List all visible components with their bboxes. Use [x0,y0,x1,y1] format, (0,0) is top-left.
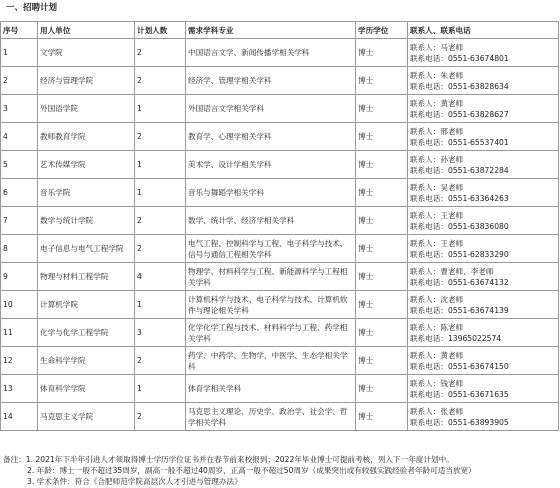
cell-no: 12 [1,347,38,375]
cell-major: 教育学、心理学相关学科 [186,123,356,151]
cell-no: 5 [1,151,38,179]
cell-count: 2 [135,67,186,95]
table-row [1,39,559,67]
cell-major: 体育学相关学科 [186,375,356,403]
cell-count: 3 [135,319,186,347]
section-title: 一、招聘计划 [6,3,58,13]
contact-person: 联系人：王老师 [410,210,464,220]
cell-degree: 博士 [356,179,408,207]
cell-no: 8 [1,235,38,263]
cell-contact [408,403,559,431]
contact-phone: 联系电话：0551-63674150 [410,361,509,371]
table-row [1,403,559,431]
cell-no: 3 [1,95,38,123]
table-row [1,291,559,319]
cell-contact [408,179,559,207]
header-count: 计划人数 [135,22,186,39]
cell-unit: 经济与管理学院 [38,67,135,95]
contact-person: 联系人：孙老师 [410,154,464,164]
table-header-row [1,22,559,39]
contact-phone: 联系电话：0551-63828634 [410,81,509,91]
cell-count: 1 [135,179,186,207]
cell-count: 2 [135,123,186,151]
cell-count: 1 [135,291,186,319]
cell-no: 14 [1,403,38,431]
cell-count: 2 [135,39,186,67]
cell-degree: 博士 [356,403,408,431]
cell-degree: 博士 [356,291,408,319]
cell-major: 音乐与舞蹈学相关学科 [186,179,356,207]
cell-major: 外国语言文学相关学科 [186,95,356,123]
contact-person: 联系人：黄老师 [410,350,464,360]
cell-contact [408,123,559,151]
cell-unit: 外国语学院 [38,95,135,123]
cell-unit: 计算机学院 [38,291,135,319]
contact-phone: 联系电话：0551-63836080 [410,221,509,231]
contact-person: 联系人：曹老师、李老师 [410,266,494,276]
cell-no: 7 [1,207,38,235]
cell-contact [408,235,559,263]
cell-unit: 生命科学学院 [38,347,135,375]
cell-major: 物理学、材料科学与工程、新能源科学与工程相关学科 [186,263,356,291]
cell-unit: 艺术传媒学院 [38,151,135,179]
contact-person: 联系人：王老师 [410,238,464,248]
cell-count: 2 [135,347,186,375]
cell-major: 中国语言文学、新闻传播学相关学科 [186,39,356,67]
cell-degree: 博士 [356,151,408,179]
cell-no: 6 [1,179,38,207]
cell-no: 1 [1,39,38,67]
cell-major: 马克思主义理论、历史学、政治学、社会学、哲学相关学科 [186,403,356,431]
table-row [1,347,559,375]
cell-no: 10 [1,291,38,319]
note-2: 2. 年龄：博士一般不超过35周岁，副高一般不超过40周岁，正高一般不超过50周岁（成果突出或有较强实践经验者年龄可适当放宽） [27,466,476,475]
cell-no: 4 [1,123,38,151]
cell-unit: 音乐学院 [38,179,135,207]
cell-degree: 博士 [356,263,408,291]
contact-phone: 联系电话：0551-63364263 [410,193,509,203]
cell-count: 1 [135,95,186,123]
table-row [1,263,559,291]
cell-unit: 马克思主义学院 [38,403,135,431]
cell-degree: 博士 [356,39,408,67]
cell-major: 经济学、管理学相关学科 [186,67,356,95]
cell-count: 2 [135,403,186,431]
cell-contact [408,39,559,67]
table-row [1,179,559,207]
table-row [1,67,559,95]
contact-person: 联系人：邢老师 [410,126,464,136]
cell-major: 计算机科学与技术、电子科学与技术、计算机软件与理论相关学科 [186,291,356,319]
table-row [1,123,559,151]
table-row [1,319,559,347]
cell-degree: 博士 [356,235,408,263]
cell-degree: 博士 [356,123,408,151]
cell-count: 1 [135,375,186,403]
cell-count: 2 [135,235,186,263]
cell-unit: 文学院 [38,39,135,67]
note-3: 3. 学术条件：符合《合肥师范学院高层次人才引进与管理办法》 [27,477,242,486]
contact-person: 联系人：吴老师 [410,182,464,192]
cell-degree: 博士 [356,347,408,375]
contact-person: 联系人：黄老师 [410,98,464,108]
table-row [1,235,559,263]
cell-degree: 博士 [356,67,408,95]
cell-contact [408,375,559,403]
recruitment-table [0,21,559,431]
cell-unit: 化学与化学工程学院 [38,319,135,347]
header-unit: 用人单位 [38,22,135,39]
contact-phone: 联系电话：0551-63872284 [410,165,509,175]
cell-count: 4 [135,263,186,291]
cell-major: 化学化学工程与技术、材料科学与工程、药学相关学科 [186,319,356,347]
table-row [1,95,559,123]
cell-contact [408,319,559,347]
header-contact: 联系人、联系电话 [408,22,559,39]
contact-person: 联系人：沈老师 [410,294,464,304]
header-major: 需求学科专业 [186,22,356,39]
cell-contact [408,95,559,123]
contact-phone: 联系电话：0551-63893905 [410,417,509,427]
cell-no: 2 [1,67,38,95]
cell-major: 美术学、设计学相关学科 [186,151,356,179]
cell-degree: 博士 [356,207,408,235]
contact-person: 联系人：张老师 [410,406,464,416]
contact-phone: 联系电话：0551-65537401 [410,137,509,147]
table-row [1,375,559,403]
contact-phone: 联系电话：0551-63674139 [410,305,509,315]
table-body [1,39,559,431]
cell-degree: 博士 [356,319,408,347]
cell-count: 2 [135,207,186,235]
cell-contact [408,67,559,95]
table-row [1,151,559,179]
contact-phone: 联系电话：0551-63828627 [410,109,509,119]
contact-person: 联系人：马老师 [410,42,464,52]
contact-person: 联系人：钱老师 [410,378,464,388]
cell-contact [408,151,559,179]
cell-no: 11 [1,319,38,347]
contact-person: 联系人：朱老师 [410,70,464,80]
cell-contact [408,207,559,235]
cell-major: 数学、统计学、经济学相关学科 [186,207,356,235]
note-1: 备注：1. 2021年下半年引进人才须取得博士学历学位证书并在春节前来校报到；2022年毕业博士可提前考核，列入下一年度计划中。 [3,455,454,464]
cell-contact [408,263,559,291]
cell-count: 1 [135,151,186,179]
cell-unit: 教师教育学院 [38,123,135,151]
cell-unit: 体育科学学院 [38,375,135,403]
header-degree: 学历学位 [356,22,408,39]
cell-degree: 博士 [356,375,408,403]
contact-phone: 联系电话：13965022574 [410,333,502,343]
cell-unit: 数学与统计学院 [38,207,135,235]
contact-phone: 联系电话：0551-63674132 [410,277,509,287]
cell-unit: 物理与材料工程学院 [38,263,135,291]
contact-phone: 联系电话：0551-63674801 [410,53,509,63]
cell-major: 电气工程、控制科学与工程、电子科学与技术、信号与通信工程相关学科 [186,235,356,263]
cell-no: 9 [1,263,38,291]
cell-no: 13 [1,375,38,403]
contact-person: 联系人：陈老师 [410,322,464,332]
notes [3,454,559,487]
table-row [1,207,559,235]
cell-contact [408,291,559,319]
contact-phone: 联系电话：0551-63671635 [410,389,509,399]
cell-major: 药学、中药学、生物学、中医学、生态学相关学科 [186,347,356,375]
cell-unit: 电子信息与电气工程学院 [38,235,135,263]
cell-degree: 博士 [356,95,408,123]
cell-contact [408,347,559,375]
contact-phone: 联系电话：0551-62833290 [410,249,509,259]
header-no: 序号 [1,22,38,39]
